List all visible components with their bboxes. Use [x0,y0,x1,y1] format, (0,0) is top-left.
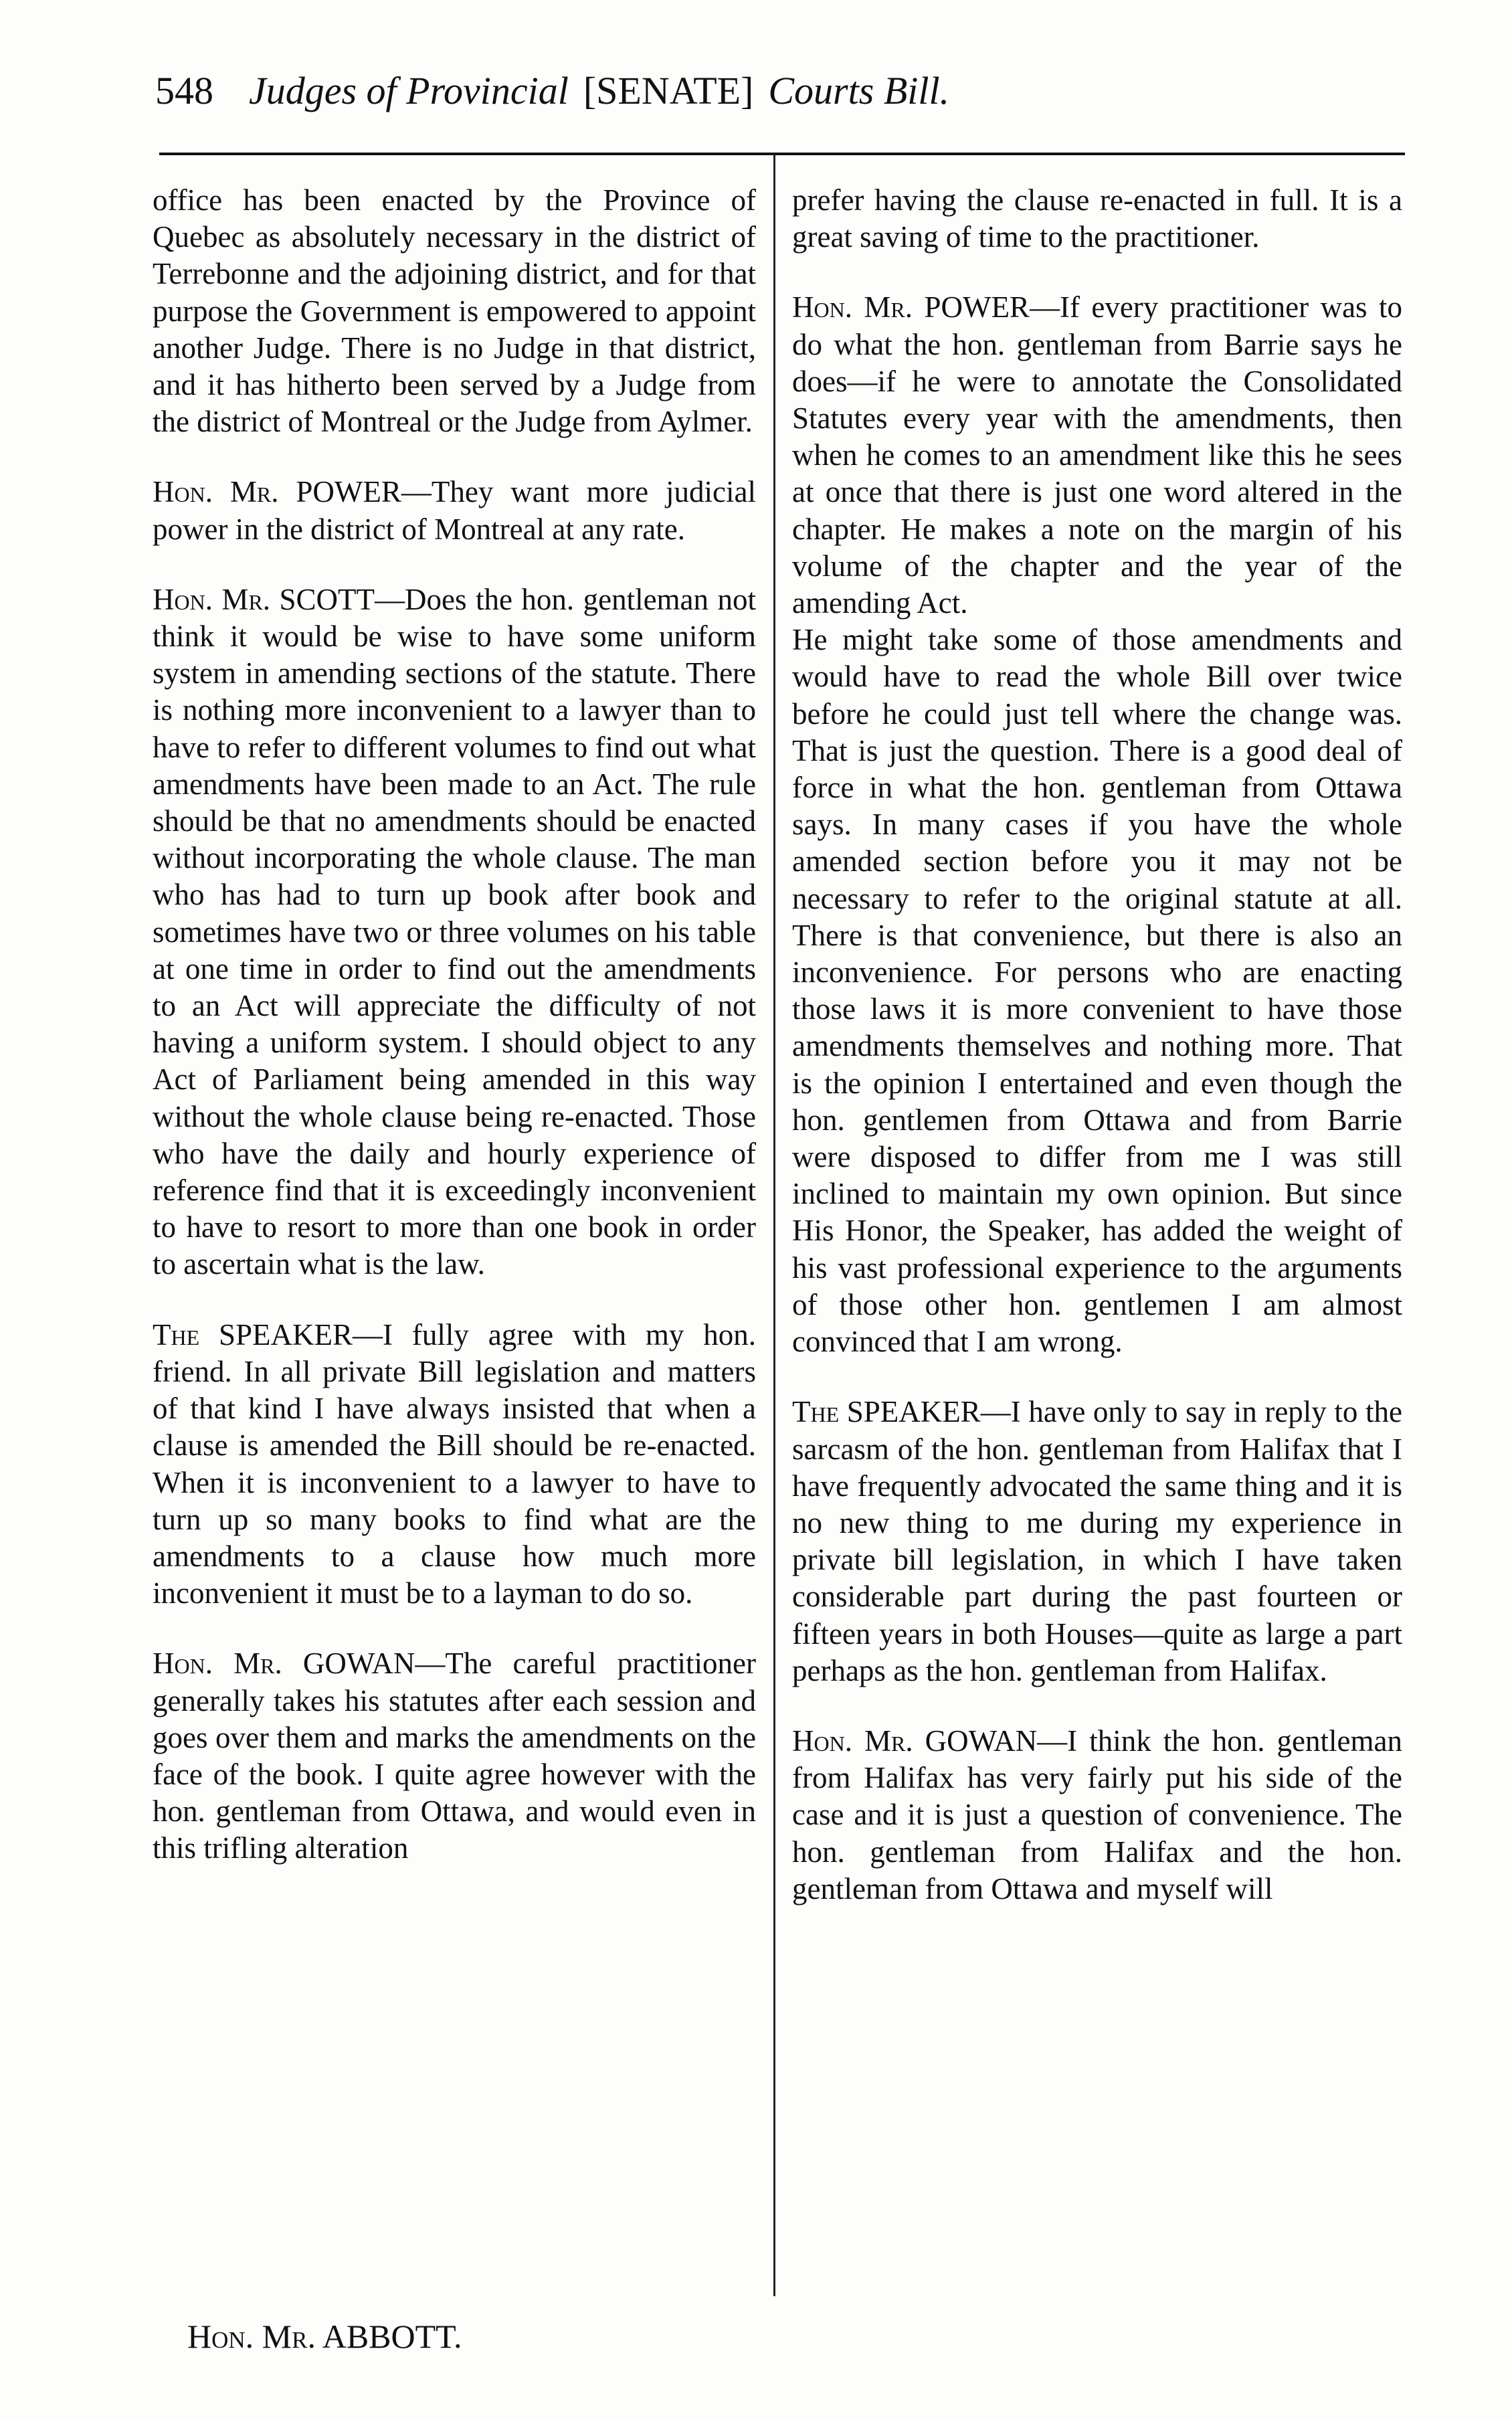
running-header [155,64,1400,118]
paragraph [792,1394,1402,1689]
paragraph-text: office has been enacted by the Province of Quebec as absolutely necessary in the district of Terrebonne and the adjoining district, and for that purpose the Government is empowered to appoint another Judge. There is no Judge in that district, and it has hitherto been served by a Judge from the district of Montreal or the Judge from Aylmer. [153,183,756,439]
paragraph-text: —I fully agree with my hon. friend. In all private Bill legislation and matters of that kind I have always insisted that when a clause is amended the Bill should be re-enacted. When it is inconvenient to a lawyer to have to turn up so many books to find what are the amendments to a clause how much more inconvenient it must be to a layman to do so. [153,1317,756,1610]
speaker-name: Hon. Mr. SCOTT [153,582,375,616]
header-title-left: Judges of Provincial [249,69,569,112]
paragraph-text: —They want more judicial power in the district of Montreal at any rate. [153,475,756,546]
catchword: Hon. Mr. ABBOTT. [187,2318,462,2355]
header-title-mid: [SENATE] [583,69,754,112]
speaker-name: Hon. Mr. POWER [792,290,1030,324]
left-column [153,182,756,1867]
paragraph-text: —I have only to say in reply to the sarcasm of the hon. gentleman from Halifax that I have frequently advocated the same thing and it is no new thing to me during my experience in private bill legislation, in which I have taken considerable part during the past fourteen or fifteen years in both Houses—quite as large a part perhaps as the hon. gentleman from Halifax. [792,1395,1402,1687]
speaker-name: Hon. Mr. GOWAN [153,1647,415,1681]
paragraph-text: He might take some of those amendments and would have to read the whole Bill over twice before he could just tell where the change was. That is just the question. There is a good deal of force in what the hon. gentleman from Ottawa says. In many cases if you have the whole amended section before you it may not be necessary to refer to the original statute at all. There is that convenience, but there is also an inconvenience. For persons who are enacting those laws it is more convenient to have those amendments themselves and nothing more. That is the opinion I entertained and even though the hon. gentlemen from Ottawa and from Barrie were disposed to differ from me I was still inclined to maintain my own opinion. But since His Honor, the Speaker, has added the weight of his vast professional experience to the arguments of those other hon. gentlemen I am almost convinced that I am wrong. [792,623,1402,1359]
speaker-name: The SPEAKER [792,1395,981,1429]
column-divider [773,155,775,2296]
paragraph-text: —Does the hon. gentleman not think it would be wise to have some uniform system in amending sections of the statute. There is nothing more inconvenient to a lawyer than to have to refer to different volumes to find out what amendments have been made to an Act. The rule should be that no amendments should be enacted without incorporating the whole clause. The man who has had to turn up book after book and sometimes have two or three volumes on his table at one time in order to find out the amendments to an Act will appreciate the difficulty of not having a uniform system. I should object to any Act of Parliament being amended in this way without the whole clause being re-enacted. Those who have the daily and hourly experience of reference find that it is exceedingly inconvenient to have to resort to more than one book in order to ascertain what is the law. [153,582,756,1281]
paragraph-text: prefer having the clause re-enacted in full. It is a great saving of time to the practitioner. [792,183,1402,254]
speaker-name: The SPEAKER [153,1317,353,1352]
paragraph [153,1317,756,1612]
paragraph [153,1645,756,1867]
paragraph [792,1723,1402,1907]
header-rule [159,153,1405,155]
page-number: 548 [155,69,213,112]
speaker-name: Hon. Mr. GOWAN [792,1724,1038,1758]
paragraph [153,474,756,547]
paragraph [153,182,756,440]
right-column [792,182,1402,1907]
paragraph-text: —If every practitioner was to do what the hon. gentleman from Barrie says he does—if he were to annotate the Consolidated Statutes every year with the amendments, then when he comes to an amendment like this he sees at once that there is just one word altered in the chapter. He makes a note on the margin of his volume of the chapter and the year of the amending Act. [792,290,1402,620]
paragraph [792,182,1402,256]
paragraph-text: —The careful practitioner generally takes his statutes after each session and goes over them and marks the amendments on the face of the book. I quite agree however with the hon. gentleman from Ottawa, and would even in this trifling alteration [153,1647,756,1865]
header-title-right: Courts Bill. [768,69,950,112]
speaker-name: Hon. Mr. POWER [153,475,401,509]
paragraph [792,622,1402,1360]
paragraph [153,581,756,1283]
paragraph [792,289,1402,622]
paragraph-text: —I think the hon. gentleman from Halifax has very fairly put his side of the case and it is just a question of convenience. The hon. gentleman from Halifax and the hon. gentleman from Ottawa and myself will [792,1724,1402,1905]
